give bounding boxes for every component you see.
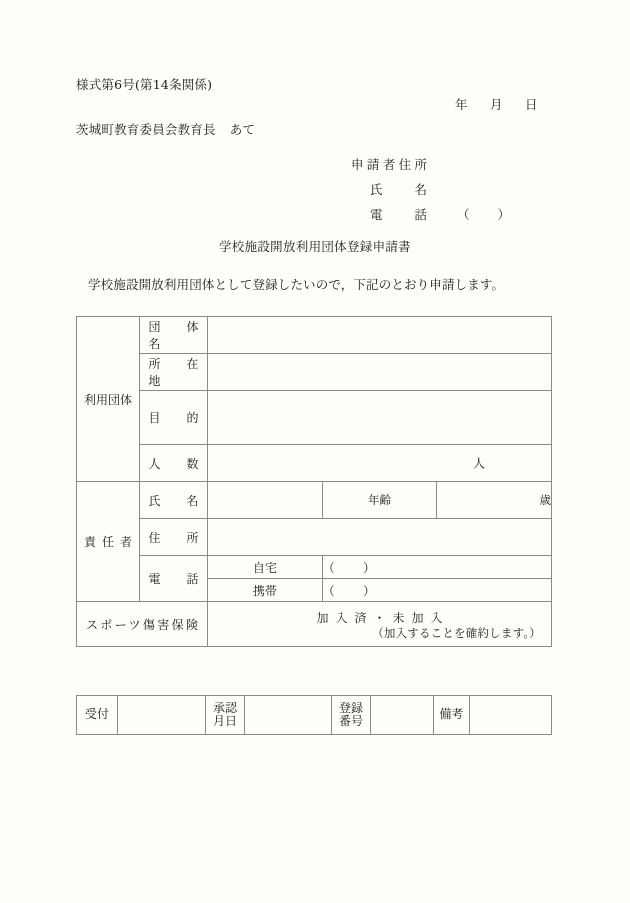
field-input-bikou[interactable]	[470, 696, 552, 735]
tel-mobile-paren: （ ）	[322, 583, 377, 598]
field-input-mgr-address[interactable]	[208, 519, 552, 556]
field-input-org-location[interactable]	[208, 354, 552, 391]
field-input-mgr-age[interactable]	[437, 482, 552, 519]
table-row	[77, 519, 552, 556]
applicant-name-label: 氏 名	[370, 182, 427, 197]
field-label-org-location: 所 在 地	[140, 354, 208, 391]
field-input-org-name[interactable]	[208, 317, 552, 354]
field-input-shounin-date[interactable]	[245, 696, 332, 735]
field-input-org-count[interactable]	[208, 445, 552, 482]
field-label-org-purpose: 目 的	[140, 391, 208, 445]
field-label-tel-home: 自宅	[208, 556, 323, 579]
field-input-tel-mobile[interactable]	[322, 579, 551, 602]
applicant-tel-label: 電 話	[370, 207, 427, 222]
insurance-choice-options[interactable]: 加入済・未加入	[316, 611, 450, 625]
insurance-note: （加入することを確約します。）	[372, 626, 541, 640]
applicant-address-row	[351, 152, 511, 177]
table-row	[77, 556, 552, 579]
field-label-shounin-date: 承認 月日	[206, 696, 245, 735]
org-count-unit: 人	[472, 456, 485, 471]
group-label-manager: 責任者	[77, 482, 140, 602]
field-label-org-count: 人 数	[140, 445, 208, 482]
page-title: 学校施設開放利用団体登録申請書	[218, 239, 411, 254]
date-month-label: 月	[490, 97, 504, 112]
field-label-org-name: 団 体 名	[140, 317, 208, 354]
office-use-table	[76, 695, 552, 735]
field-label-insurance: スポーツ傷害保険	[77, 602, 208, 647]
applicant-tel-row	[351, 202, 511, 227]
table-row	[77, 317, 552, 354]
field-input-org-purpose[interactable]	[208, 391, 552, 445]
field-label-bikou: 備考	[434, 696, 470, 735]
field-label-mgr-address: 住 所	[140, 519, 208, 556]
table-row	[77, 482, 552, 519]
field-input-touroku-number[interactable]	[371, 696, 434, 735]
applicant-address-label: 申請者住所	[351, 157, 427, 172]
table-row	[77, 354, 552, 391]
field-input-mgr-name[interactable]	[208, 482, 323, 519]
date-year-label: 年	[455, 97, 469, 112]
applicant-tel-paren: （ ）	[457, 207, 512, 222]
field-label-mgr-age: 年齢	[322, 482, 437, 519]
addressee-suffix: あて	[229, 122, 256, 137]
field-label-mgr-tel: 電 話	[140, 556, 208, 602]
field-label-uketsuke: 受付	[77, 696, 118, 735]
field-label-mgr-name: 氏 名	[140, 482, 208, 519]
applicant-block	[351, 152, 511, 227]
addressee-line	[76, 120, 255, 138]
table-row	[77, 696, 552, 735]
applicant-name-row	[351, 177, 511, 202]
group-label-organization: 利用団体	[77, 317, 140, 482]
form-code-label: 様式第6号(第14条関係)	[76, 77, 213, 92]
table-row	[77, 602, 552, 647]
field-label-touroku-number: 登録 番号	[332, 696, 371, 735]
table-row	[77, 391, 552, 445]
table-row	[77, 445, 552, 482]
addressee-name: 茨城町教育委員会教育長	[76, 122, 216, 137]
tel-home-paren: （ ）	[322, 560, 377, 575]
field-input-tel-home[interactable]	[322, 556, 551, 579]
date-line	[455, 95, 538, 113]
field-input-insurance[interactable]	[208, 602, 552, 647]
mgr-age-unit: 歳	[539, 493, 551, 507]
field-input-uketsuke[interactable]	[118, 696, 206, 735]
main-form-table	[76, 316, 552, 647]
field-label-tel-mobile: 携帯	[208, 579, 323, 602]
intro-text: 学校施設開放利用団体として登録したいので，下記のとおり申請します。	[88, 277, 505, 292]
date-day-label: 日	[525, 97, 539, 112]
